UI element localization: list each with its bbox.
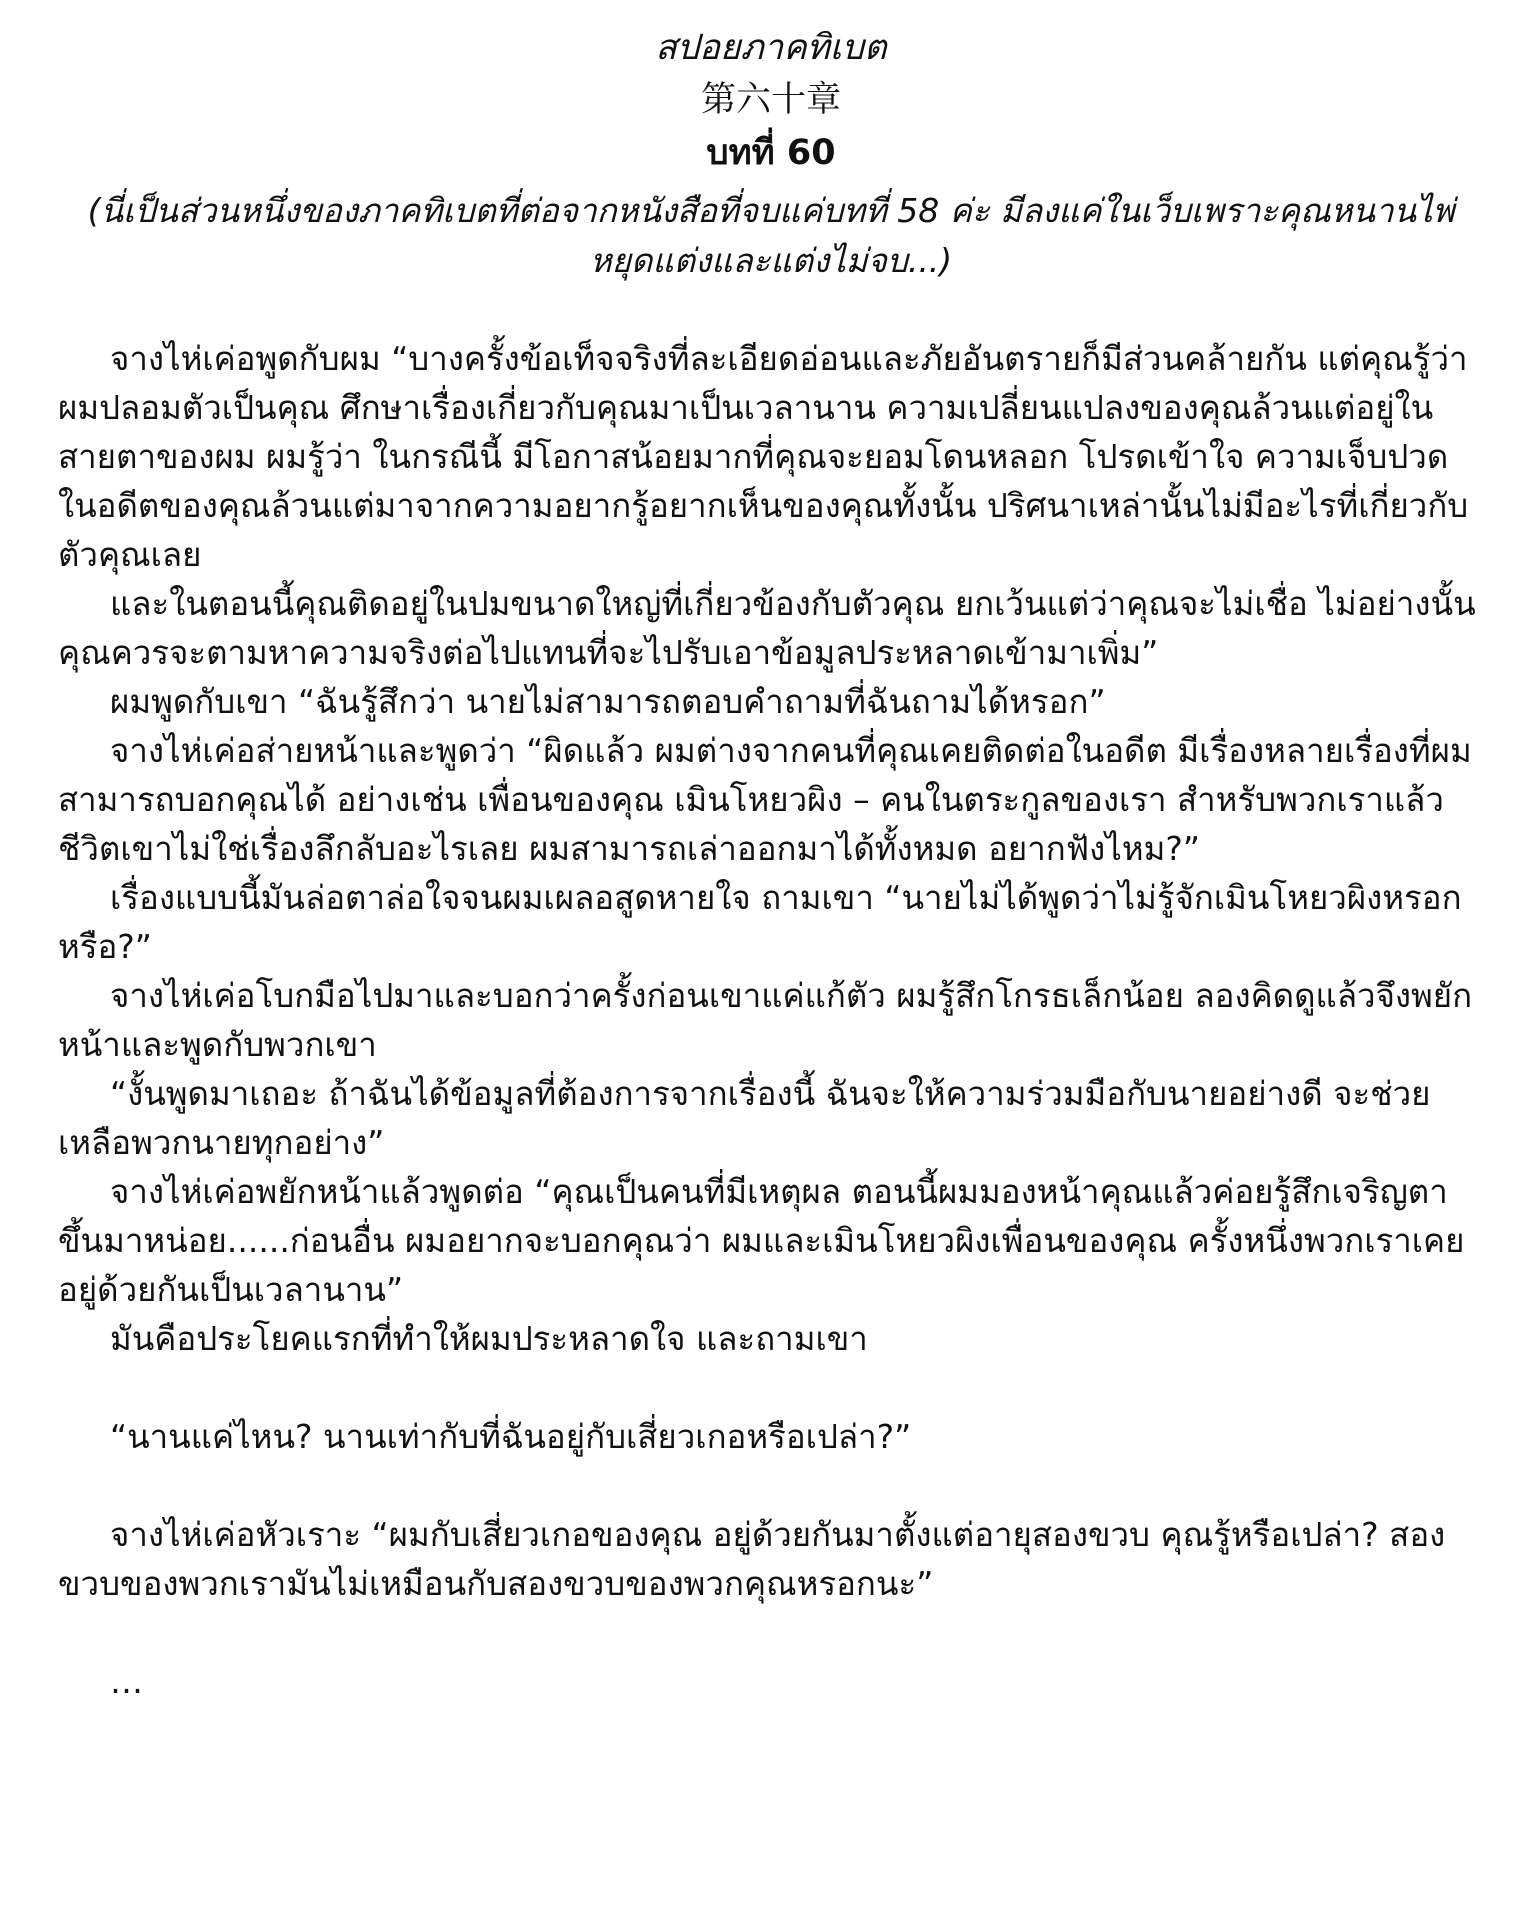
- paragraph-gap: [58, 1608, 1484, 1657]
- paragraph: ผมพูดกับเขา “ฉันรู้สึกว่า นายไม่สามารถตอบคำถามที่ฉันถามได้หรอก”: [110, 682, 1106, 721]
- paragraph: “งั้นพูดมาเถอะ ถ้าฉันได้ข้อมูลที่ต้องการจากเรื่องนี้ ฉันจะให้ความร่วมมือกับนายอย่างดี จะช่วยเหลือพวกนายทุกอย่าง”: [58, 1074, 1431, 1162]
- chapter-body: [58, 334, 1484, 1706]
- paragraph: จางไห่เค่อส่ายหน้าและพูดว่า “ผิดแล้ว ผมต่างจากคนที่คุณเคยติดต่อในอดีต มีเรื่องหลายเรื่องที่ผมสามารถบอกคุณได้ อย่างเช่น เพื่อนของคุณ เมินโหยวผิง – คนในตระกูลของเรา สำหรับพวกเราแล้ว ชีวิตเขาไม่ใช่เรื่องลึกลับอะไรเลย ผมสามารถเล่าออกมาได้ทั้งหมด อยากฟังไหม?”: [58, 731, 1472, 868]
- paragraph: จางไห่เค่อพูดกับผม “บางครั้งข้อเท็จจริงที่ละเอียดอ่อนและภัยอันตรายก็มีส่วนคล้ายกัน แต่คุณรู้ว่าผมปลอมตัวเป็นคุณ ศึกษาเรื่องเกี่ยวกับคุณมาเป็นเวลานาน ความเปลี่ยนแปลงของคุณล้วนแต่อยู่ในสายตาของผม ผมรู้ว่า ในกรณีนี้ มีโอกาสน้อยมากที่คุณจะยอมโดนหลอก โปรดเข้าใจ ความเจ็บปวดในอดีตของคุณล้วนแต่มาจากความอยากรู้อยากเห็นของคุณทั้งนั้น ปริศนาเหล่านั้นไม่มีอะไรที่เกี่ยวกับตัวคุณเลย: [58, 339, 1469, 574]
- paragraph: เรื่องแบบนี้มันล่อตาล่อใจจนผมเผลอสูดหายใจ ถามเขา “นายไม่ได้พูดว่าไม่รู้จักเมินโหยวผิงหรอกหรือ?”: [58, 878, 1462, 966]
- series-title: สปอยภาคทิเบต: [655, 28, 887, 68]
- paragraph-gap: [58, 1461, 1484, 1510]
- paragraph: จางไห่เค่อโบกมือไปมาและบอกว่าครั้งก่อนเขาแค่แก้ตัว ผมรู้สึกโกรธเล็กน้อย ลองคิดดูแล้วจึงพยักหน้าและพูดกับพวกเขา: [58, 976, 1473, 1064]
- paragraph: จางไห่เค่อหัวเราะ “ผมกับเสี่ยวเกอของคุณ อยู่ด้วยกันมาตั้งแต่อายุสองขวบ คุณรู้หรือเปล่า? สองขวบของพวกเรามันไม่เหมือนกับสองขวบของพวกคุณหรอกนะ”: [58, 1515, 1446, 1603]
- chapter-title-thai: บทที่ 60: [706, 133, 836, 173]
- paragraph-gap: [58, 1363, 1484, 1412]
- chapter-title-chinese: 第六十章: [700, 80, 841, 120]
- paragraph: และในตอนนี้คุณติดอยู่ในปมขนาดใหญ่ที่เกี่ยวข้องกับตัวคุณ ยกเว้นแต่ว่าคุณจะไม่เชื่อ ไม่อย่างนั้นคุณควรจะตามหาความจริงต่อไปแทนที่จะไปรับเอาข้อมูลประหลาดเข้ามาเพิ่ม”: [58, 584, 1476, 672]
- paragraph: จางไห่เค่อพยักหน้าแล้วพูดต่อ “คุณเป็นคนที่มีเหตุผล ตอนนี้ผมมองหน้าคุณแล้วค่อยรู้สึกเจริญตาขึ้นมาหน่อย......ก่อนอื่น ผมอยากจะบอกคุณว่า ผมและเมินโหยวผิงเพื่อนของคุณ ครั้งหนึ่งพวกเราเคยอยู่ด้วยกันเป็นเวลานาน”: [58, 1172, 1465, 1309]
- continuation-ellipsis: …: [110, 1662, 143, 1701]
- paragraph: “นานแค่ไหน? นานเท่ากับที่ฉันอยู่กับเสี่ยวเกอหรือเปล่า?”: [110, 1417, 912, 1456]
- paragraph: มันคือประโยคแรกที่ทำให้ผมประหลาดใจ และถามเขา: [110, 1319, 868, 1358]
- chapter-header: [58, 22, 1484, 286]
- translator-note: (นี่เป็นส่วนหนึ่งของภาคทิเบตที่ต่อจากหนังสือที่จบแค่บทที่ 58 ค่ะ มีลงแค่ในเว็บเพราะคุณหนานไพ่หยุดแต่งและแต่งไม่จบ...): [87, 191, 1455, 280]
